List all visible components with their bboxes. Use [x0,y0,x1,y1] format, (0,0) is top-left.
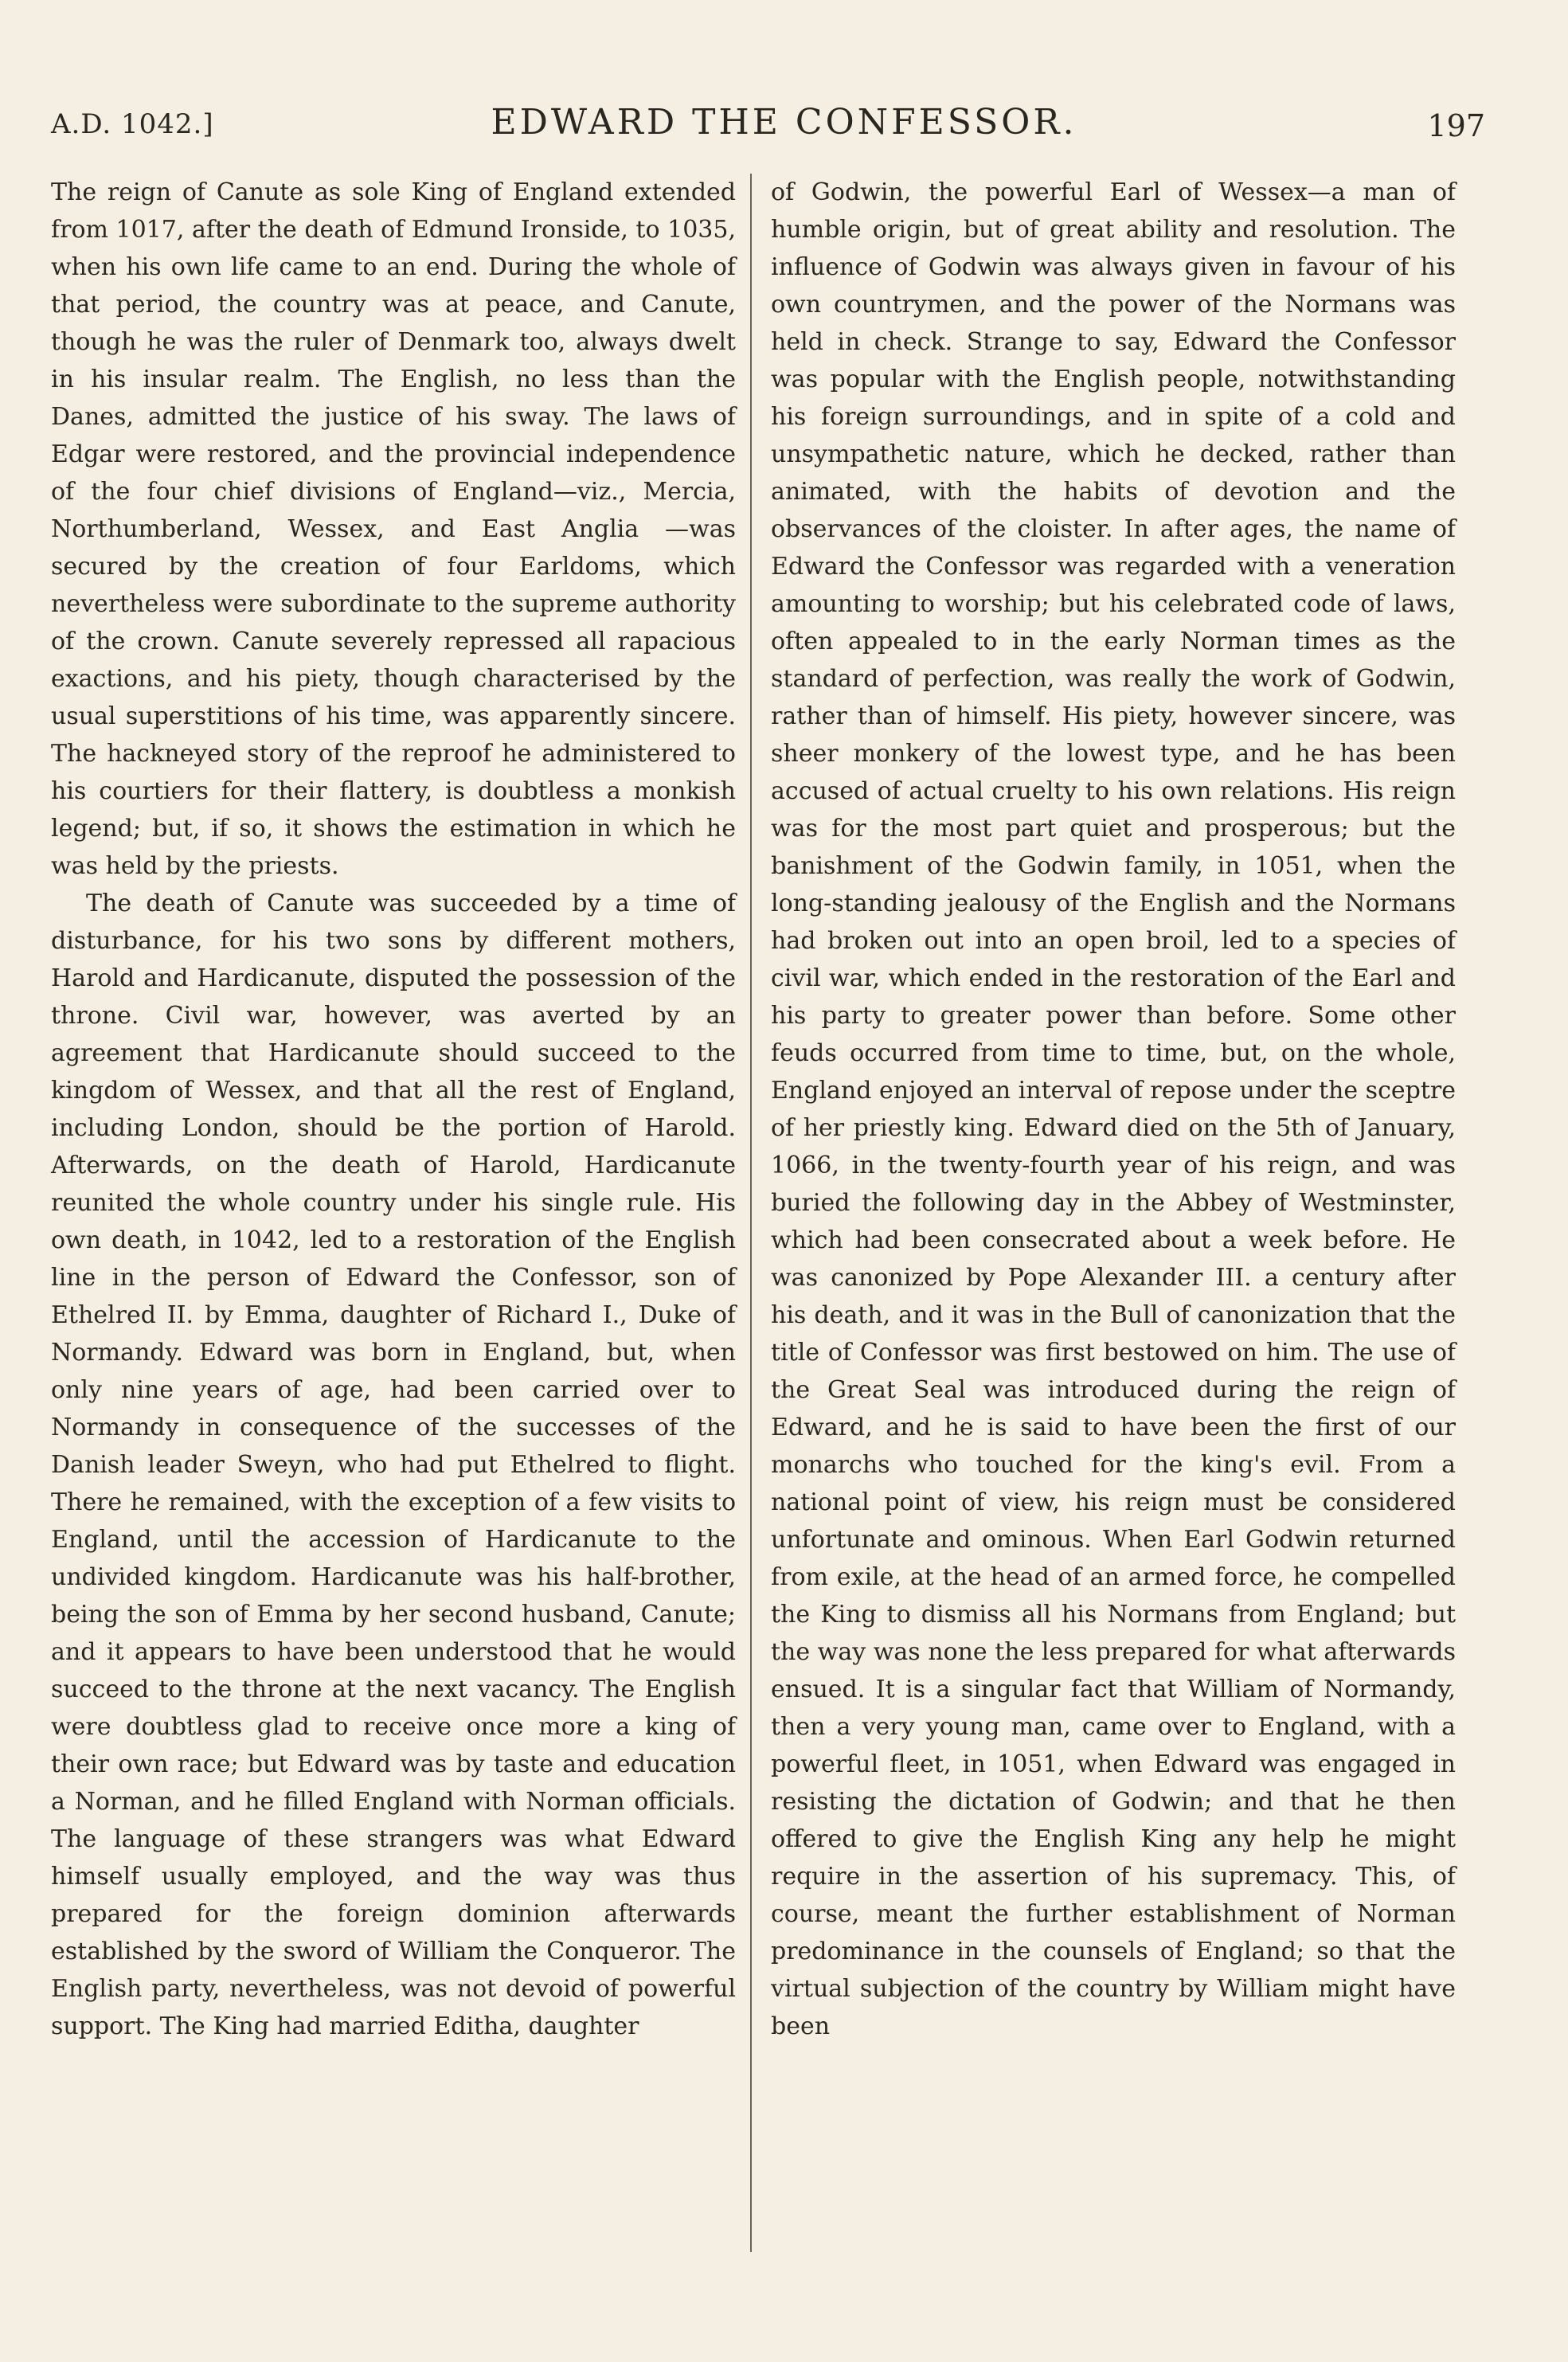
column-divider [750,174,752,2252]
header-title: EDWARD THE CONFESSOR. [491,102,1077,143]
header-date: A.D. 1042.] [51,108,214,140]
right-column [771,174,1456,2045]
paragraph: of Godwin, the powerful Earl of Wessex—a man of humble origin, but of great ability and resolution. The influence of Godwin was always given in favour of his own countrymen, and the power of the Normans was held in check. Strange to say, Edward the Confessor was popular with the English people, notwithstanding his foreign surroundings, and in spite of a cold and unsympathetic nature, which he decked, rather than animated, with the habits of devotion and the observances of the cloister. In after ages, the name of Edward the Confessor was regarded with a veneration amounting to worship; but his celebrated code of laws, often appealed to in the early Norman times as the standard of perfection, was really the work of Godwin, rather than of himself. His piety, however sincere, was sheer monkery of the lowest type, and he has been accused of actual cruelty to his own relations. His reign was for the most part quiet and prosperous; but the banishment of the Godwin family, in 1051, when the long-standing jealousy of the English and the Normans had broken out into an open broil, led to a species of civil war, which ended in the restoration of the Earl and his party to greater power than before. Some other feuds occurred from time to time, but, on the whole, England enjoyed an interval of repose under the sceptre of her priestly king. Edward died on the 5th of January, 1066, in the twenty-fourth year of his reign, and was buried the following day in the Abbey of Westminster, which had been consecrated about a week before. He was canonized by Pope Alexander III. a century after his death, and it was in the Bull of canonization that the title of Confessor was first bestowed on him. The use of the Great Seal was introduced during the reign of Edward, and he is said to have been the first of our monarchs who touched for the king's evil. From a national point of view, his reign must be considered unfortunate and ominous. When Earl Godwin returned from exile, at the head of an armed force, he compelled the King to dismiss all his Normans from England; but the way was none the less prepared for what afterwards ensued. It is a singular fact that William of Normandy, then a very young man, came over to England, with a powerful fleet, in 1051, when Edward was engaged in resisting the dictation of Godwin; and that he then offered to give the English King any help he might require in the assertion of his supremacy. This, of course, meant the further establishment of Norman predominance in the counsels of England; so that the virtual subjection of the country by William might have been [771,178,1456,2040]
page-number: 197 [1427,108,1485,143]
paragraph: The death of Canute was succeeded by a time of disturbance, for his two sons by different mothers, Harold and Hardicanute, disputed the possession of the throne. Civil war, however, was averted by an agreement that Hardicanute should succeed to the kingdom of Wessex, and that all the rest of England, including London, should be the portion of Harold. Afterwards, on the death of Harold, Hardicanute reunited the whole country under his single rule. His own death, in 1042, led to a restoration of the English line in the person of Edward the Confessor, son of Ethelred II. by Emma, daughter of Richard I., Duke of Normandy. Edward was born in England, but, when only nine years of age, had been carried over to Normandy in consequence of the successes of the Danish leader Sweyn, who had put Ethelred to flight. There he remained, with the exception of a few visits to England, until the accession of Hardicanute to the undivided kingdom. Hardicanute was his half-brother, being the son of Emma by her second husband, Canute; and it appears to have been understood that he would succeed to the throne at the next vacancy. The English were doubtless glad to receive once more a king of their own race; but Edward was by taste and education a Norman, and he filled England with Norman officials. The language of these strangers was what Edward himself usually employed, and the way was thus prepared for the foreign dominion afterwards established by the sword of William the Conqueror. The English party, nevertheless, was not devoid of powerful support. The King had married Editha, daughter [51,890,736,2040]
left-column [51,174,736,2045]
paragraph: The reign of Canute as sole King of England extended from 1017, after the death of Edmund Ironside, to 1035, when his own life came to an end. During the whole of that period, the country was at peace, and Canute, though he was the ruler of Denmark too, always dwelt in his insular realm. The English, no less than the Danes, admitted the justice of his sway. The laws of Edgar were restored, and the provincial independence of the four chief divisions of England—viz., Mercia, Northumberland, Wessex, and East Anglia —was secured by the creation of four Earldoms, which nevertheless were subordinate to the supreme authority of the crown. Canute severely repressed all rapacious exactions, and his piety, though characterised by the usual superstitions of his time, was apparently sincere. The hackneyed story of the reproof he administered to his courtiers for their flattery, is doubtless a monkish legend; but, if so, it shows the estimation in which he was held by the priests. [51,178,736,880]
running-header [51,94,1517,150]
